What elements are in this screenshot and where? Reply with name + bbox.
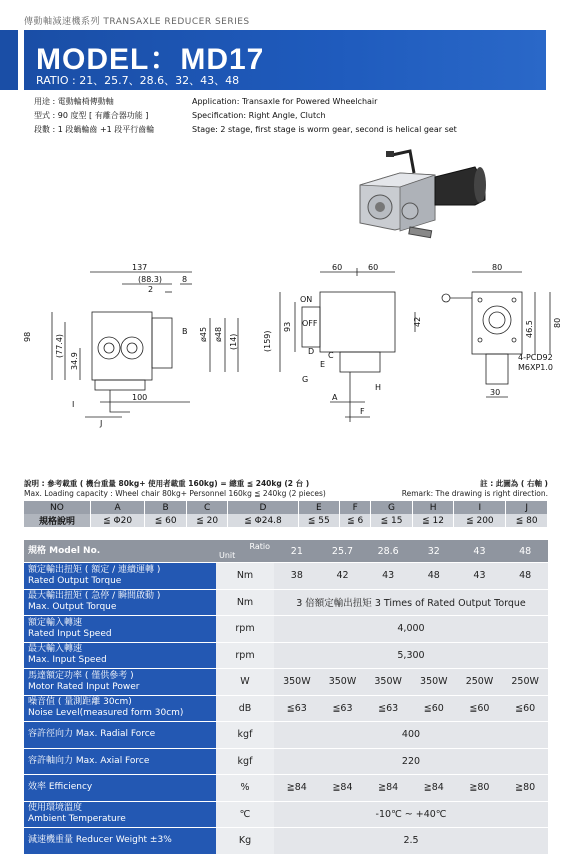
spec-unit: W: [216, 669, 274, 696]
series-label: 傳動軸減速機系列 TRANSAXLE REDUCER SERIES: [24, 17, 250, 27]
legend-header-row: [24, 501, 548, 514]
notes-row-en: [24, 489, 548, 498]
spec-label-en: Noise Level(measured form 30cm): [28, 708, 184, 719]
spec-table: [24, 540, 548, 855]
spec-label-zh: 最大輸入轉速: [28, 644, 83, 655]
spec-unit: kgf: [216, 722, 274, 749]
dim-d: D: [308, 347, 315, 356]
spec-label-en: Ambient Temperature: [28, 814, 126, 825]
spec-label-en: 容許軸向力 Max. Axial Force: [28, 755, 150, 766]
spec-label-en: 容許徑向力 Max. Radial Force: [28, 729, 156, 740]
dim-137: 137: [132, 263, 148, 272]
label-pcd: 4-PCD92: [518, 353, 553, 362]
spec-zh-line: 型式 : 90 度型 [ 有離合器功能 ]: [34, 111, 149, 120]
spec-en-line: Specification: Right Angle, Clutch: [192, 111, 326, 120]
specs-english: [192, 95, 457, 137]
spec-value: 400: [274, 722, 548, 749]
header-ratio-value: 28.6: [365, 540, 411, 563]
dim-8: 8: [182, 275, 188, 284]
spec-value: ≦63: [274, 695, 320, 722]
dim-98: 98: [23, 331, 32, 342]
spec-label-zh: 額定輸入轉速: [28, 617, 83, 628]
specs-chinese: [34, 95, 154, 137]
spec-value: ≦60: [457, 695, 503, 722]
dim-77-4: (77.4): [55, 333, 64, 358]
legend-body-cell: ≦ 20: [186, 514, 228, 527]
spec-unit: rpm: [216, 616, 274, 643]
spec-row: [24, 616, 548, 643]
spec-label-en: 減速機重量 Reducer Weight ±3%: [28, 835, 172, 846]
spec-value: ≦60: [502, 695, 548, 722]
spec-table-header: [24, 540, 548, 563]
dimension-legend-table: [24, 501, 548, 527]
dim-30: 30: [490, 388, 501, 397]
spec-value: ≦63: [320, 695, 366, 722]
spec-row-label: [24, 748, 216, 775]
spec-row: [24, 828, 548, 855]
spec-row: [24, 669, 548, 696]
legend-head-cell: E: [298, 501, 340, 514]
header-ratio-value: 48: [502, 540, 548, 563]
spec-label-zh: 最大輸出扭矩 ( 急停 / 瞬間啟動 ): [28, 591, 161, 602]
spec-value: ≧84: [411, 775, 457, 802]
spec-value: 350W: [411, 669, 457, 696]
spec-value: 220: [274, 748, 548, 775]
spec-row: [24, 801, 548, 828]
spec-row-label: [24, 669, 216, 696]
spec-label-en: Motor Rated Input Power: [28, 681, 140, 692]
spec-value: 3 倍額定輸出扭矩 3 Times of Rated Output Torque: [274, 589, 548, 616]
dim-80-side: 80: [553, 317, 562, 328]
label-on: ON: [300, 295, 313, 304]
spec-label-en: Max. Input Speed: [28, 655, 107, 666]
dim-93: 93: [283, 321, 292, 332]
header-ratio-unit: [216, 540, 274, 563]
dim-60b: 60: [368, 263, 379, 272]
legend-head-cell: J: [506, 501, 548, 514]
legend-head-cell: D: [228, 501, 298, 514]
legend-head-cell: H: [412, 501, 454, 514]
title-banner: [24, 30, 546, 90]
spec-row-label: [24, 563, 216, 590]
spec-row: [24, 695, 548, 722]
legend-body-cell: ≦ 12: [412, 514, 454, 527]
header-ratio: Ratio: [249, 542, 270, 551]
spec-value: 48: [411, 563, 457, 590]
dim-14: (14): [229, 333, 238, 350]
spec-value: ≧80: [457, 775, 503, 802]
label-off: OFF: [302, 319, 318, 328]
spec-value: ≧84: [320, 775, 366, 802]
dim-phi48: ø48: [214, 326, 223, 342]
spec-value: 350W: [320, 669, 366, 696]
spec-unit: kgf: [216, 748, 274, 775]
spec-zh-line: 段數 : 1 段蝸輪齒 +1 段平行齒輪: [34, 125, 155, 134]
spec-label-en: Max. Output Torque: [28, 602, 117, 613]
model-title: MODEL：MD17: [36, 43, 265, 76]
header-model-no: 規格 Model No.: [24, 540, 216, 563]
dim-88-3: (88.3): [138, 275, 163, 284]
dim-h: H: [375, 383, 382, 392]
spec-row-label: [24, 589, 216, 616]
spec-value: 48: [502, 563, 548, 590]
spec-label-zh: 噪音值 ( 量測距離 30cm): [28, 697, 132, 708]
spec-en-line: Stage: 2 stage, first stage is worm gear, second is helical gear set: [192, 125, 457, 134]
ratio-line: RATIO : 21、25.7、28.6、32、43、48: [36, 74, 240, 87]
legend-body-cell: ≦ 80: [506, 514, 548, 527]
spec-label-zh: 使用環境溫度: [28, 803, 83, 814]
spec-value: ≦63: [365, 695, 411, 722]
legend-body-cell: 規格說明: [24, 514, 90, 527]
notes-row-zh: [24, 478, 548, 489]
dim-j: J: [100, 419, 103, 428]
spec-value: 350W: [274, 669, 320, 696]
header-ratio-value: 43: [457, 540, 503, 563]
dim-60a: 60: [332, 263, 343, 272]
spec-value: 350W: [365, 669, 411, 696]
legend-body-cell: ≦ 15: [371, 514, 413, 527]
spec-row: [24, 722, 548, 749]
spec-value: 43: [365, 563, 411, 590]
spec-unit: %: [216, 775, 274, 802]
legend-head-cell: G: [371, 501, 413, 514]
dim-e: E: [320, 360, 326, 369]
dim-100: 100: [132, 393, 148, 402]
legend-head-cell: I: [454, 501, 506, 514]
dim-34-9: 34.9: [70, 352, 79, 370]
dim-42: 42: [413, 316, 422, 327]
loading-note-en: Max. Loading capacity : Wheel chair 80kg+ Personnel 160kg ≦ 240kg (2 pieces): [24, 489, 326, 498]
spec-row: [24, 642, 548, 669]
spec-row: [24, 563, 548, 590]
product-photo: [340, 145, 490, 245]
legend-body-cell: ≦ Φ20: [90, 514, 144, 527]
dim-c: C: [328, 351, 334, 360]
technical-drawing: [10, 262, 570, 462]
spec-value: 38: [274, 563, 320, 590]
spec-value: 250W: [502, 669, 548, 696]
spec-unit: Kg: [216, 828, 274, 855]
dim-b: B: [182, 327, 188, 336]
legend-head-cell: C: [186, 501, 228, 514]
spec-row-label: [24, 722, 216, 749]
spec-row-label: [24, 695, 216, 722]
legend-head-cell: NO: [24, 501, 90, 514]
spec-row: [24, 775, 548, 802]
spec-row-label: [24, 616, 216, 643]
spec-row: [24, 748, 548, 775]
dim-2: 2: [148, 285, 154, 294]
dim-a: A: [332, 393, 338, 402]
spec-row: [24, 589, 548, 616]
spec-label-zh: 馬達額定功率 ( 僅供參考 ): [28, 670, 134, 681]
left-accent-bar: [0, 30, 18, 90]
dim-f: F: [360, 407, 365, 416]
legend-head-cell: A: [90, 501, 144, 514]
legend-body-cell: ≦ Φ24.8: [228, 514, 298, 527]
spec-value: -10℃ ~ +40℃: [274, 801, 548, 828]
dim-80-top: 80: [492, 263, 503, 272]
spec-value: 4,000: [274, 616, 548, 643]
legend-head-cell: B: [145, 501, 187, 514]
spec-value: ≧80: [502, 775, 548, 802]
spec-value: ≧84: [274, 775, 320, 802]
spec-label-en: 效率 Efficiency: [28, 782, 93, 793]
label-thread: M6XP1.0: [518, 363, 554, 372]
legend-body-cell: ≦ 6: [340, 514, 371, 527]
legend-value-row: [24, 514, 548, 527]
legend-body-cell: ≦ 55: [298, 514, 340, 527]
legend-head-cell: F: [340, 501, 371, 514]
spec-en-line: Application: Transaxle for Powered Wheelchair: [192, 97, 378, 106]
dim-46-5: 46.5: [525, 320, 534, 338]
spec-row-label: [24, 775, 216, 802]
spec-row-label: [24, 828, 216, 855]
spec-label-en: Rated Input Speed: [28, 628, 112, 639]
header-unit: Unit: [219, 551, 236, 560]
header-ratio-value: 32: [411, 540, 457, 563]
header-ratio-value: 25.7: [320, 540, 366, 563]
spec-value: 5,300: [274, 642, 548, 669]
header-ratio-value: 21: [274, 540, 320, 563]
legend-body-cell: ≦ 200: [454, 514, 506, 527]
loading-note-zh: 說明 : 參考載重 ( 機台重量 80kg+ 使用者載重 160kg) = 總重 ≦ 240kg (2 台 ): [24, 479, 310, 488]
spec-value: 250W: [457, 669, 503, 696]
spec-unit: dB: [216, 695, 274, 722]
dim-g: G: [302, 375, 309, 384]
spec-label-en: Rated Output Torque: [28, 575, 122, 586]
spec-row-label: [24, 642, 216, 669]
spec-zh-line: 用途 : 電動輪椅傳動軸: [34, 97, 114, 106]
spec-row-label: [24, 801, 216, 828]
spec-value: ≦60: [411, 695, 457, 722]
spec-value: 42: [320, 563, 366, 590]
spec-value: ≧84: [365, 775, 411, 802]
spec-unit: Nm: [216, 563, 274, 590]
legend-body-cell: ≦ 60: [145, 514, 187, 527]
dim-159: (159): [263, 330, 272, 352]
spec-unit: ℃: [216, 801, 274, 828]
spec-unit: Nm: [216, 589, 274, 616]
remark-en: Remark: The drawing is right direction.: [401, 489, 548, 498]
remark-zh: 註 : 此圖為 ( 右軸 ): [480, 479, 548, 488]
spec-value: 43: [457, 563, 503, 590]
spec-value: 2.5: [274, 828, 548, 855]
dim-i: I: [72, 400, 75, 409]
dim-phi45: ø45: [199, 326, 208, 342]
spec-label-zh: 額定輸出扭矩 ( 額定 / 連續運轉 ): [28, 564, 161, 575]
spec-unit: rpm: [216, 642, 274, 669]
